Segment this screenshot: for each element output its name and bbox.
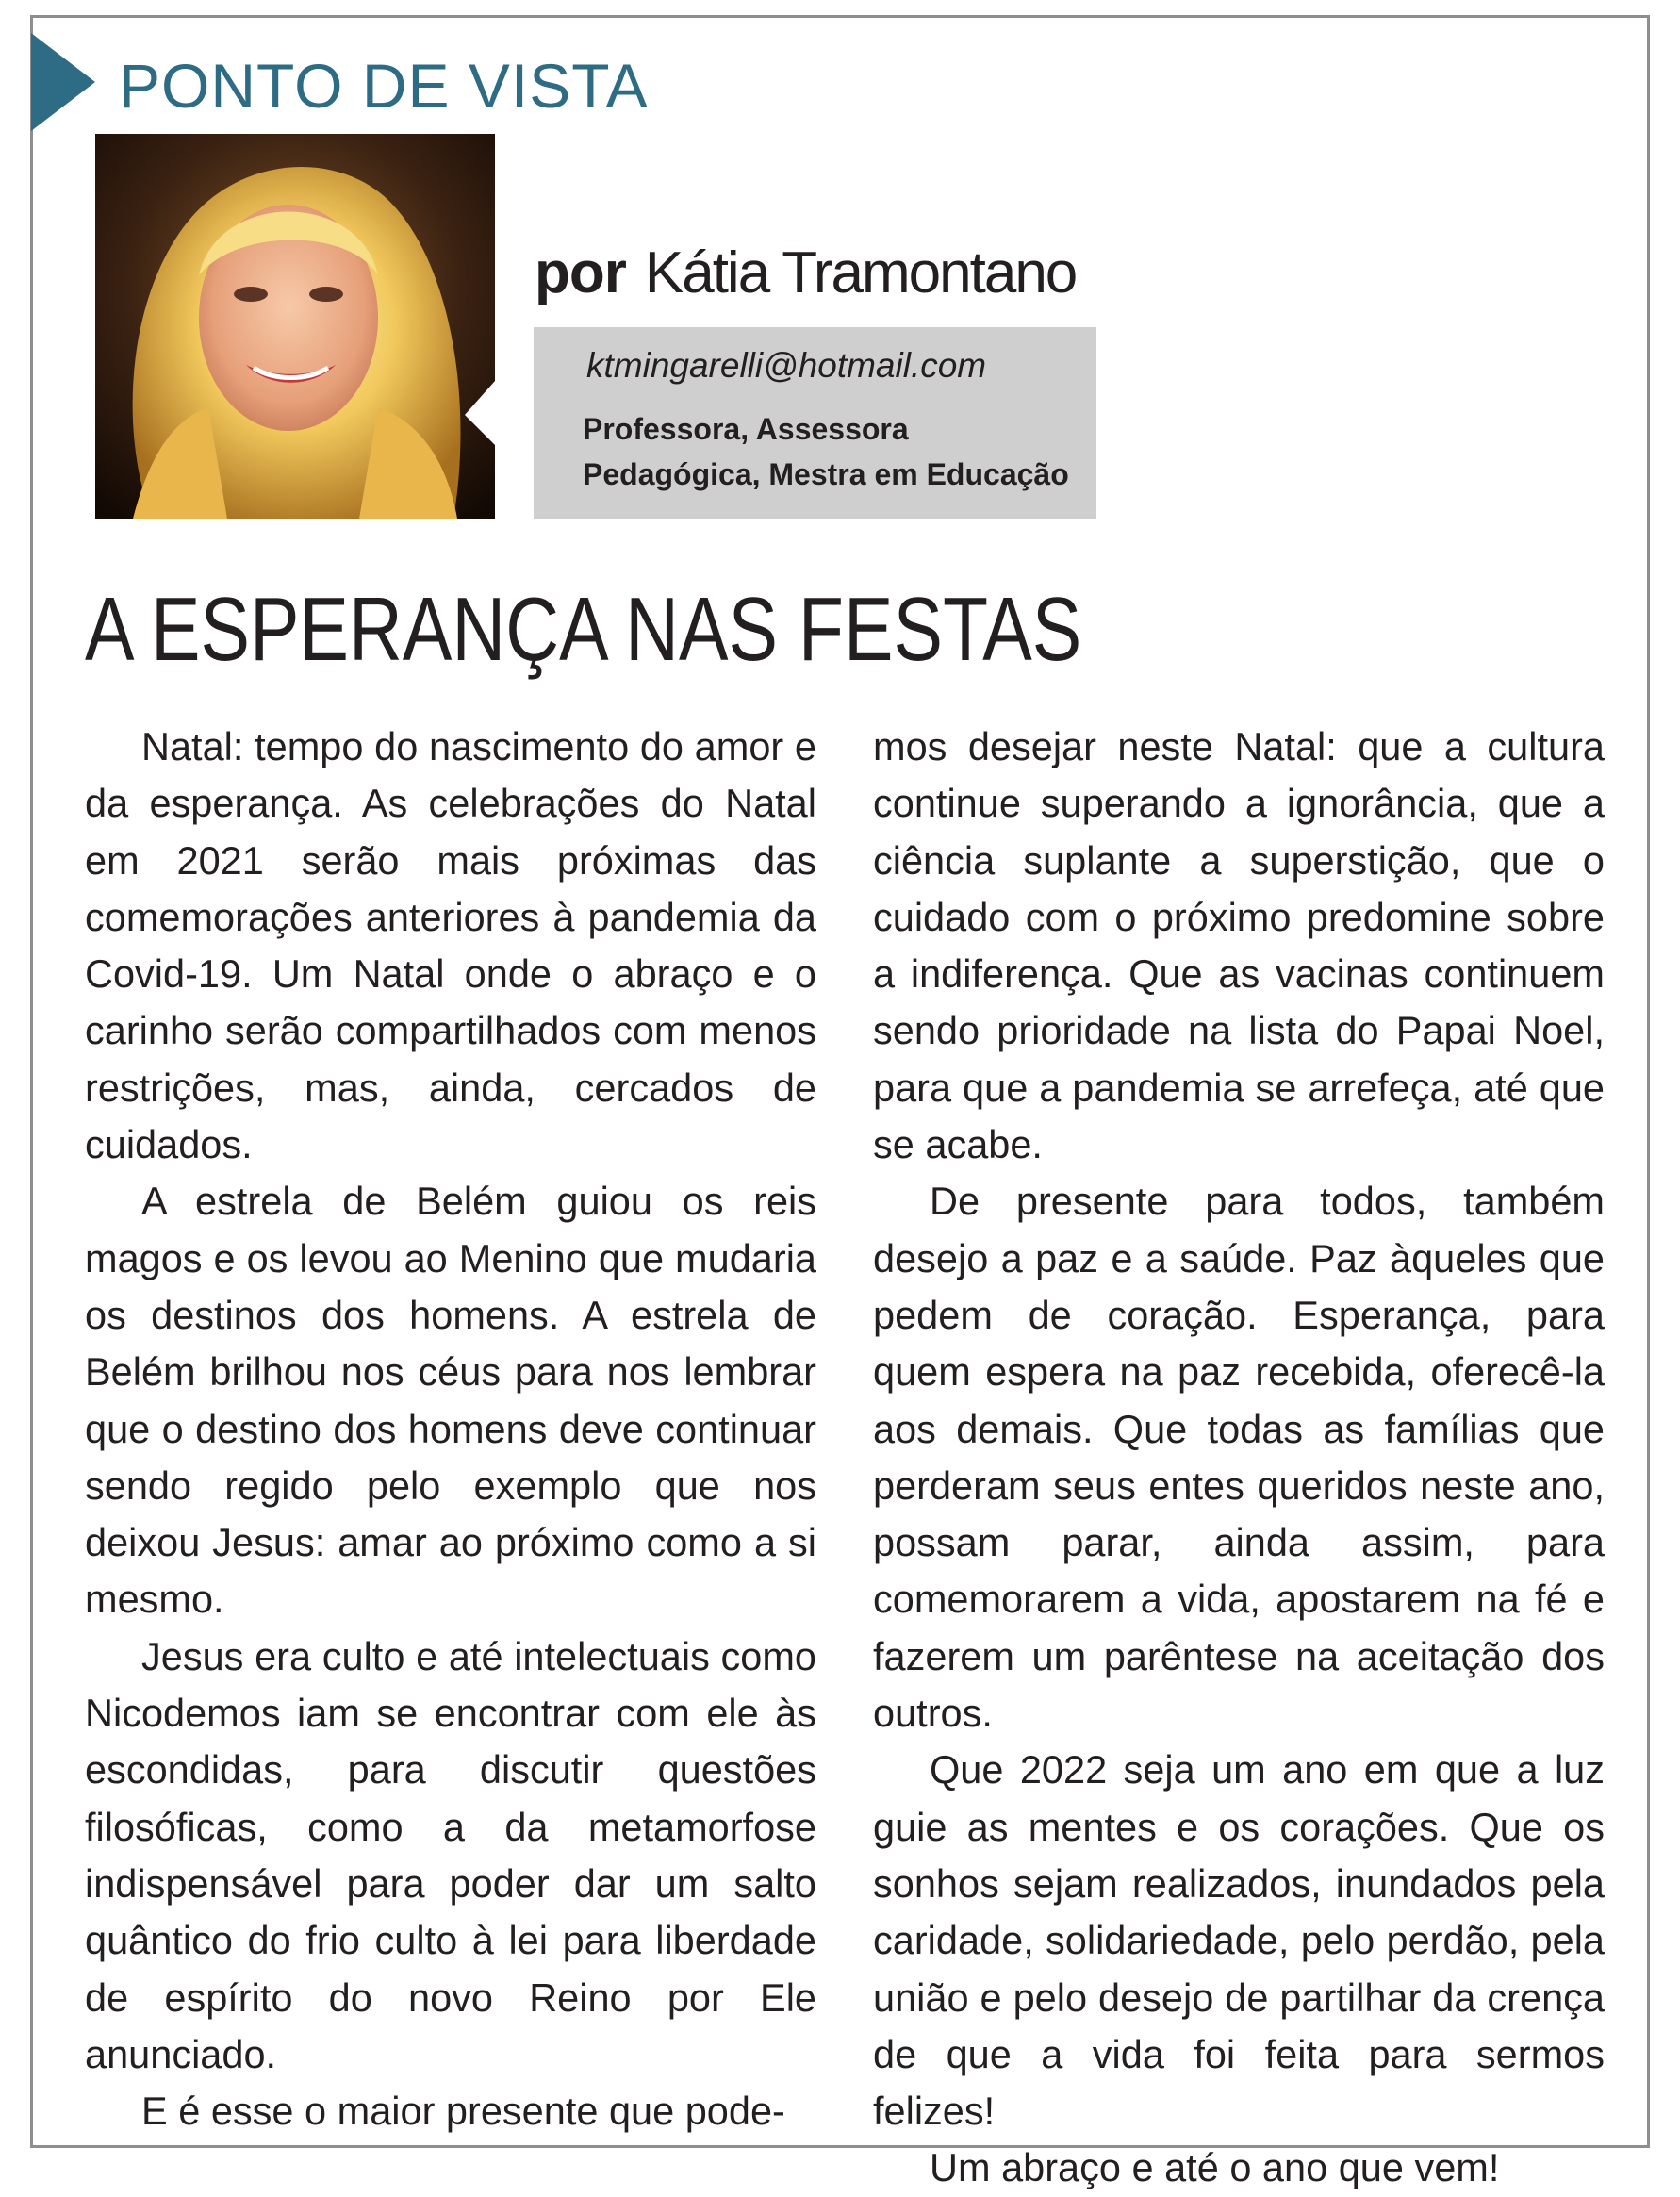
paragraph: Jesus era culto e até intelectuais como Nicodemos iam se encontrar com ele às escondidas, para discutir questões filosóficas, como a da metamorfose indispensável para poder dar um salto quântico do frio culto à lei para liberdade de espírito do novo Reino por Ele anunciado.: [85, 1633, 816, 2076]
byline-prefix: por: [535, 240, 626, 306]
author-role: [583, 406, 1069, 497]
author-name: Kátia Tramontano: [644, 240, 1077, 306]
section-arrow-icon: [31, 33, 95, 131]
paragraph: mos desejar neste Natal: que a cultura continue superando a ignorância, que a ciência suplante a superstição, que o cuidado com o próximo predomine sobre a indiferença. Que as vacinas continuem sendo prioridade na lista do Papai Noel, para que a pandemia se arrefeça, até que se acabe.: [873, 724, 1605, 1167]
paragraph: Que 2022 seja um ano em que a luz guie as mentes e os corações. Que os sonhos sejam realizados, inundados pela caridade, solidariedade, pelo perdão, pela união e pelo desejo de partilhar da crença de que a vida foi feita para sermos felizes!: [873, 1747, 1605, 2134]
article-column-right: [873, 719, 1605, 2197]
section-title: PONTO DE VISTA: [119, 51, 649, 121]
author-byline: [535, 238, 1076, 309]
paragraph: Um abraço e até o ano que vem!: [930, 2145, 1500, 2190]
paragraph: A estrela de Belém guiou os reis magos e os levou ao Menino que mudaria os destinos dos homens. A estrela de Belém brilhou nos céus para nos lembrar que o destino dos homens deve continuar sendo regido pelo exemplo que nos deixou Jesus: amar ao próximo como a si mesmo.: [85, 1179, 816, 1622]
article-column-left: [85, 719, 816, 2139]
author-info-box: [534, 327, 1096, 519]
paragraph: De presente para todos, também desejo a paz e a saúde. Paz àqueles que pedem de coração. Esperança, para quem espera na paz recebida, oferecê-la aos demais. Que todas as famílias que perderam seus entes queridos neste ano, possam parar, ainda assim, para comemorarem a vida, apostarem na fé e fazerem um parêntese na aceitação dos outros.: [873, 1179, 1605, 1736]
article-headline: A ESPERANÇA NAS FESTAS: [85, 579, 1082, 680]
author-photo: [95, 134, 495, 519]
author-role-line-2: Pedagógica, Mestra em Educação: [583, 457, 1069, 491]
paragraph: Natal: tempo do nascimento do amor e da esperança. As celebrações do Natal em 2021 serão mais próximas das comemorações anteriores à pandemia da Covid-19. Um Natal onde o abraço e o carinho serão compartilhados com menos restrições, mas, ainda, cercados de cuidados.: [85, 724, 816, 1167]
paragraph: E é esse o maior presente que pode-: [141, 2089, 785, 2134]
author-email: ktmingarelli@hotmail.com: [586, 346, 987, 385]
author-role-line-1: Professora, Assessora: [583, 412, 909, 446]
